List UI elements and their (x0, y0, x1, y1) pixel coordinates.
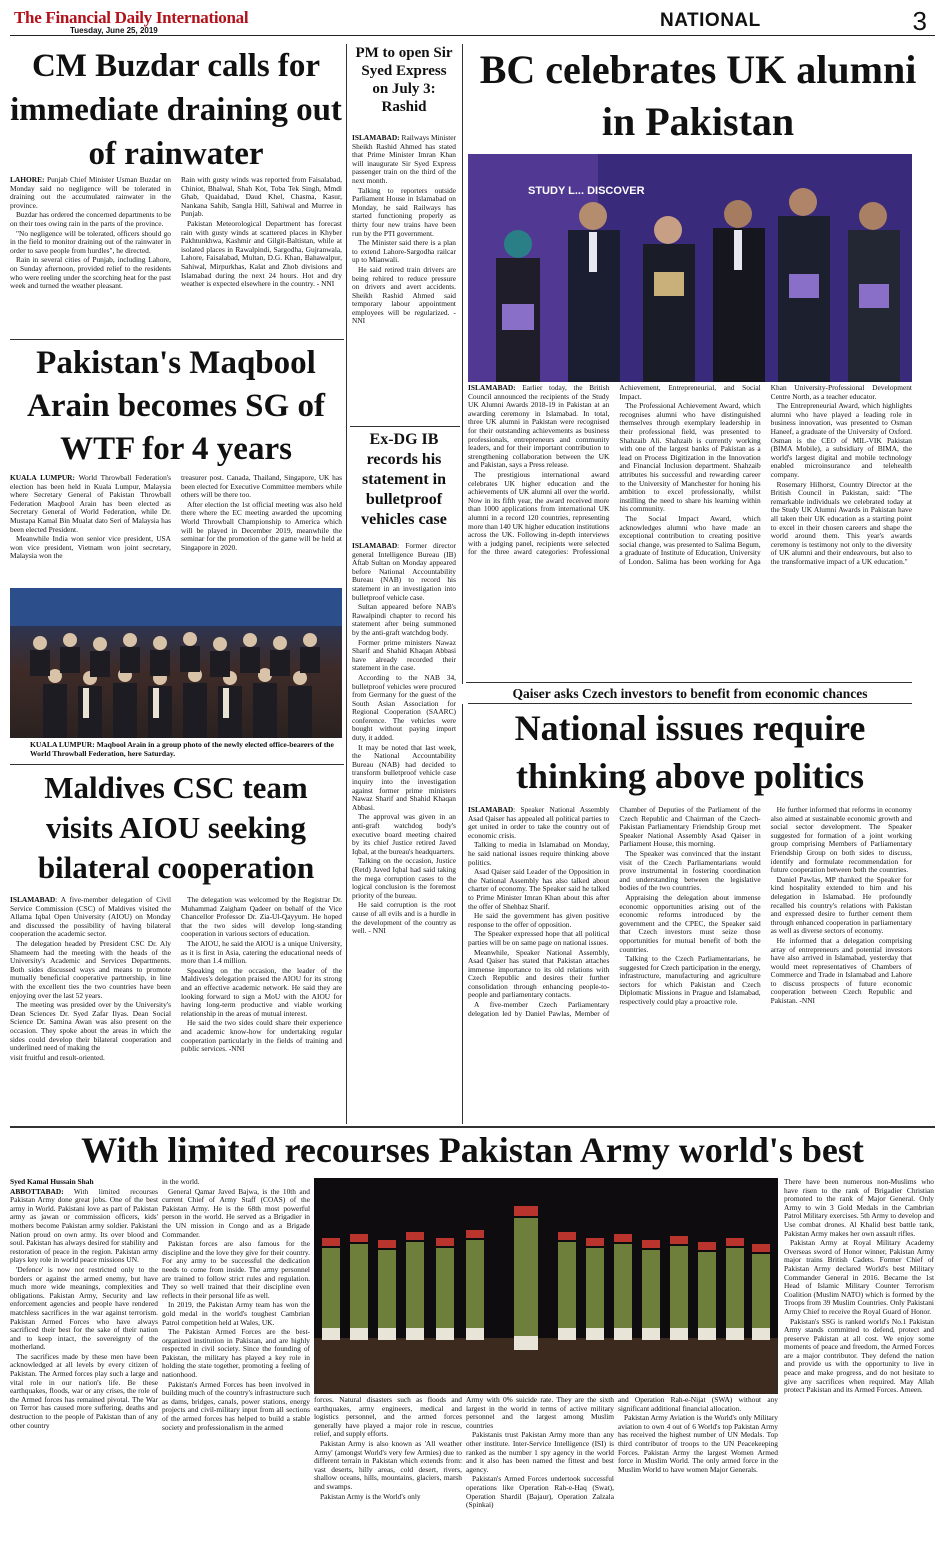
qaiser-dateline: ISLAMABAD (468, 806, 514, 814)
paragraph: Pakistan's Armed Forces undertook successful operations like Operation Rah-e-Haq (Swat), Operation Shardil (Bajaur), Operation Zalzala (Spinkai) (466, 1474, 614, 1510)
story-rule (10, 339, 344, 340)
paragraph: Talking to media in Islamabad on Monday, he said national issues require thinking above politics. (468, 840, 610, 867)
page-number: 3 (912, 6, 927, 36)
paragraph: According to the NAB 34, bulletproof vehicles were procured from Germany for the guest of the South Asian Association for Regional Cooperation (SAARC) conference. The vehicles were bought without paying import duty, it added. (352, 672, 456, 743)
paragraph: Earlier today, the British Council announced the recipients of the Study UK Alumni Awards 2018-19 in Pakistan at an awarding ceremony in Islamabad. In total, three UK alumni in Pakistan were recognised for their outstanding achievements as business professionals, entrepreneurs and community leaders, and for their important contribution to strengthening collaboration between the UK and Pakistan, says a Press release. (468, 384, 610, 470)
paragraph: 'Defence' is now not restricted only to the borders or against the armed enemy, but have much more wide meanings, complexities and obligations. Pakistan Army, Security and law enforcement agencies and people have rendered matchless sacrifices in the war against terrorism. Pakistan Armed Forces who have always sacrificed their best for the sake of their nation and to keep intact, the sovereignty of the motherland. (10, 1264, 158, 1352)
paragraph: Talking to reporters outside Parliament House in Islamabad on Monday, he said Railways has started functioning properly as thirty four new trains have been run by the PTI government. (352, 185, 456, 238)
army-body-col5 (618, 1396, 778, 1538)
paragraph: Meanwhile India won senior vice president, USA won vice president, Vietnam won joint secretary, Malaysia won the (10, 534, 171, 561)
awards-photo-illustration (468, 154, 912, 382)
paragraph: Pakistanis trust Pakistan Army more than any other institute. Inter-Service Intelligence (ISI) is ranked as the number 1 spy agency in the world and it also has been named the fittest and best agency. (466, 1430, 614, 1474)
paragraph: It may be noted that last week, the National Accountability Bureau (NAB) had decided to transform bulletproof vehicle case inquiry into the investigation against former prime ministers Nawaz Sharif and Shahid Khaqan Abbasi. (352, 742, 456, 812)
paragraph: The Social Impact Award, which acknowledges alumni who have made an exceptional contribution to creating positive social change, was presented to Salima Begum, a graduate of Institute of Education, University of London. Salima has been working for Aga Khan University-Professional Development Centre North, as a teacher educator. (619, 384, 912, 566)
column-rule (346, 44, 347, 1124)
paragraph: The Speaker expressed hope that all political parties will be on same page on national issues. (468, 929, 610, 947)
paragraph: The Pakistan Armed Forces are the best-organized institution in Pakistan, and are highly respected in civil society. Since the founding of Pakistan, the military has played a key role in holding the state together, promoting a feeling of nationhood. (162, 1327, 310, 1380)
sir-syed-dateline: ISLAMABAD: (352, 134, 400, 142)
paragraph: Asad Qaiser said Leader of the Opposition in the National Assembly has also talked about charter of economy. The Speaker said he talked to Prime Minister Imran Khan about this after the offer of Shehbaz Sharif. (468, 867, 610, 911)
army-body-col2 (162, 1178, 310, 1538)
masthead (10, 6, 935, 36)
issue-date: Tuesday, June 25, 2019 (70, 26, 158, 35)
buzdar-dateline: LAHORE: (10, 176, 45, 184)
story-rule (10, 764, 344, 765)
exdg-headline: Ex-DG IB records his statement in bulletproof vehicles case (361, 431, 447, 528)
paragraph: Daniel Pawlas, MP thanked the Speaker for kind hospitality extended to him and his delegation in Islamabad. He profoundly recalled his country's relations with Pakistan and expressed desire to further cement them through enhanced cooperation in parliamentary as well as diverse sectors of economy. (770, 874, 912, 936)
paragraph: Pakistan Meteorological Department has forecast rain with gusty winds at scattered places in Khyber Pakhtunkhwa, Kashmir and Gilgit-Baltistan, while at isolated places in Rawalpindi, Sargodha, Gujranwala, Lahore, Faisalabad, Multan, D.G. Khan, Bahawalpur, Sahiwal, Mirpurkhas, Kalat and Zhob divisions and Islamabad during the next 24 hours. Hot and dry weather is expected elsewhere in the country. - NNI (181, 218, 342, 289)
paragraph: The delegation headed by President CSC Dr. Aly Shameem had the meeting with the heads of the University's Academic and Services Departments. Both sides discussed ways and means to promote mutually beneficial cooperative partnership, in line with the excellent ties the two countries have been enjoying over the last 52 years. (10, 938, 171, 1000)
buzdar-headline: CM Buzdar calls for immediate draining out of rainwater (10, 48, 342, 172)
paragraph: Meanwhile, Speaker National Assembly, Asad Qaiser has stated that Pakistan attaches immense importance to its old relations with Czech Republic and desires their further consolidation through enhancing people-to-people and parliamentary contacts. (468, 947, 610, 1000)
paragraph: Punjab Chief Minister Usman Buzdar on Monday said no negligence will be tolerated in draining out the accumulated rainwater in the province. (10, 176, 171, 210)
paragraph: Sultan appeared before NAB's Rawalpindi chapter to record his statement after being summoned by the anti-graft watchdog body. (352, 602, 456, 637)
paragraph: Talking on the occasion, Justice (Retd) Javed Iqbal had said taking the mega corruption cases to the logical conclusion is the foremost priority of the bureau. (352, 856, 456, 900)
paragraph: The delegation was welcomed by the Registrar Dr. Muhammad Zaigham Qadeer on behalf of the Vice Chancellor Professor Dr. Zia-Ul-Qayyum. He hoped that the two sides will develop long-standing cooperation in various sectors of education. (181, 896, 342, 939)
paragraph: Rain in several cities of Punjab, including Lahore, on Sunday afternoon, provided relief to the residents who were reeling under the scorching heat for the past week and turned the weather pleasant. (10, 255, 171, 291)
paragraph: The sacrifices made by these men have been acknowledged at all levels by every citizen of Pakistan. The Armed forces play such a large and vital role in our nation's life. Be these earthquakes, floods, war or any crises, the role of the Armed forces has remained pivotal. The War on Terror has caused more suffering, deaths and destruction to the people of Pakistan than of any other country (10, 1351, 158, 1430)
maldives-body (10, 896, 342, 1124)
paragraph: He informed that a delegation comprising array of entrepreneurs and potential investors have also arrived in Islamabad, yesterday that would meet representatives of Chambers of Commerce and Trade in Islamabad and Lahore to discuss prospects of future economic cooperation between Czech Republic and Pakistan. -NNI (770, 935, 912, 1006)
person (778, 188, 830, 382)
paragraph: Pakistan Army is also known as 'All weather Army' (amongst World's very few Armies) due to different terrain in Pakistan which extends from: vast deserts, hilly areas, cold desert, rivers, shallow oceans, hills, mountains, glaciers, marsh and swamps. (314, 1438, 462, 1491)
paragraph: forces. Natural disasters such as floods and earthquakes, army engineers, medical and logistics personnel, and the armed forces generally have played a major role in rescue, relief, and supply efforts. (314, 1396, 462, 1439)
paragraph: Pakistan Army Aviation is the World's only Military aviation to own 4 out of 6 World's top Pakistan Army has received the highest number of UN Medals. Top third contributor of troops to the UN Peacekeeping Forces. Pakistan Army the largest Women Armed force in Muslim World. The only armed force in the Muslim World to have women Major Generals. (618, 1413, 778, 1474)
paragraph: Railways Minister Sheikh Rashid Ahmed has stated that Prime Minister Imran Khan will inaugurate Sir Syed Express passenger train on the third of the next month. (352, 134, 456, 185)
throwball-photo-caption: KUALA LUMPUR: Maqbool Arain in a group photo of the newly elected office-bearers of the World Throwball Federation, here Saturday. (30, 740, 334, 758)
exdg-dateline: ISLAMABAD (352, 542, 398, 550)
bc-body (468, 384, 912, 680)
group-photo-illustration (10, 588, 342, 738)
maqbool-headline: Pakistan's Maqbool Arain becomes SG of WTF for 4 years (27, 345, 325, 467)
paragraph: treasurer post. Canada, Thailand, Singapore, UK has been elected for Executive Committee members while others will be there too. (181, 474, 342, 500)
paragraph: In 2019, the Pakistan Army team has won the gold medal in the world's toughest Cambrian Patrol competition held at Wales, UK. (162, 1300, 310, 1327)
story-rule (350, 426, 460, 427)
paragraph: and Operation Rah-e-Nijat (SWA) without any significant additional financial allocation. (618, 1396, 778, 1413)
throwball-group-photo (10, 588, 342, 738)
sir-syed-headline: PM to open Sir Syed Express on July 3: Rashid (355, 45, 453, 115)
maldives-headline: Maldives CSC team visits AIOU seeking bilateral cooperation (37, 770, 315, 885)
story-rule (466, 682, 912, 683)
paragraph: The meeting was presided over by the University's Dean Sciences Dr. Syed Zafar Ilyas. Dean Social Science Dr. Samina Awan was also present on the occasion. They spoke about the areas in which the sides could develop their bilateral cooperation and underlined need of making the (10, 1000, 171, 1053)
maldives-dateline: ISLAMABAD (10, 896, 56, 904)
sir-syed-body (352, 134, 456, 424)
paragraph: : Speaker National Assembly Asad Qaiser has appealed all political parties to get united in order to take the country out of economic crisis. (468, 806, 610, 840)
paragraph: Appraising the delegation about immense economic opportunities arising out of the economic reforms introduced by the government and the CPEC, the Speaker said that Czech investors must seize those opportunities for mutual benefit of both the countries. (619, 892, 761, 954)
paragraph: He said the two sides could share their experience and academic know-how for undertaking regular cooperation particularly in the fields of training and public services. -NNI (181, 1018, 342, 1054)
qaiser-body (468, 806, 912, 1124)
paragraph: in the world. (162, 1178, 200, 1186)
paragraph: Pakistan's SSG is ranked world's No.1 Pakistan Army stands committed to defend, protect and preserve Pakistan at all cost. We enjoy some moments of peace and freedom, the Armed Forces are a major contributor. They defend the nation and provide us with the opportunity to live in peace and make progress, and do not hesitate to give any sacrifices when required. May Allah protect Pakistan and its Armed Forces. Ameen. (784, 1316, 934, 1395)
buzdar-body (10, 176, 342, 336)
paper-name: The Financial Daily International (14, 8, 249, 27)
paragraph: Pakistan forces are also famous for the discipline and the love they give for their country. For any army to be successful the dedication needs to come from inside. The army personnel are trained to follow strict rules and regulation. They so well trained that their discipline even reflects in their personal life as well. (162, 1239, 310, 1300)
paragraph: After election the 1st official meeting was also held there where the EC meeting awarded the upcoming World Throwball Championship to America which will be played in December 2019, meanwhile the seminar for the promotion of the game will be held at Singapore in 2020. (181, 499, 342, 552)
bc-dateline: ISLAMABAD: (468, 384, 516, 392)
paragraph: visit fruitful and result-oriented. (10, 1052, 105, 1062)
army-body-col4 (466, 1396, 614, 1538)
paragraph: "No negligence will be tolerated, officers should go in the field to monitor draining out of the rainwater in order to save people from hurdles", he directed. (10, 228, 171, 255)
paragraph: He further informed that reforms in economy also aimed at sustainable economic growth and social sector development. The Speaker suggested for formation of a joint working group comprising Members of Parliamentary Friendship Group on both sides to discuss, identify and formulate recommendation for future cooperation between both the countries. (770, 806, 912, 875)
paragraph: Pakistan Army at Royal Military Academy Overseas sword of Honor winner, Pakistan Army major trains British Cadets. Former Chief of Pakistan Army declared World's best Military Commander General in 2016. Became the 1st Head of Islamic Military Counter Terrorism Coalition (Muslim NATO) which is formed by the Troops from 39 Muslim Countries. Only Pakistani Army Chief to receive the Royal Guard of Honor. (784, 1238, 934, 1316)
paragraph: He said the government has given positive response to the offer of opposition. (468, 911, 610, 929)
paragraph: Talking to the Czech Parliamentarians, he suggested for Czech participation in the energy, infrastructure, manufacturing and agriculture sectors for which Pakistan and Czech Diplomatic Missions in Prague and Islamabad, respectively could play a proactive role. (619, 954, 761, 1007)
paragraph: : A five-member delegation of Civil Service Commission (CSC) of Maldives visited the Allama Iqbal Open University (AIOU) on Monday and discussed the possibility of having bilateral cooperation the academic sector. (10, 896, 171, 939)
paragraph: Speaking on the occasion, the leader of the Maldives's delegation praised the AIOU for its strong and an effective academic network. He said they are looking forward to sign a MoU with the AIOU for having long-term productive and viable working relationship in the areas of mutual interest. (181, 965, 342, 1018)
section-name: NATIONAL (660, 10, 761, 31)
paragraph: Rain with gusty winds was reported from Faisalabad, Chiniot, Bhalwal, Shah Kot, Toba Tek Singh, Mmdi Ghab, Quaidabad, Daud Khel, Chasma, Kasur, Nankana Sahib, Sangla Hill, Sahiwal and Murree in Punjab. (181, 176, 342, 219)
paragraph: A five-member Czech Parliamentary delegation led by Daniel Pawlas, Member of Chamber of Deputies of the Parliament of the Czech Republic and Chairman of the Czech-Pakistan Parliamentary Friendship Group met Speaker National Assembly Asad Qaiser in Parliament House, this morning. (468, 806, 761, 1018)
photo-backdrop-text: STUDY L... DISCOVER (528, 185, 645, 197)
army-dateline: ABBOTTABAD: (10, 1186, 64, 1196)
column-rule (462, 44, 463, 684)
paragraph: : Former director general Intelligence Bureau (IB) Aftab Sultan on Monday appeared before National Accountability Bureau (NAB) to record his statement in an investigation into bulletproof vehicle case. (352, 542, 456, 602)
paragraph: He said retired train drivers are being rehired to reduce pressure on drivers and avert accidents. Sheikh Rashid Ahmed said temporary labour appointment employees will be regularized. - NNI (352, 264, 456, 326)
paragraph: Pakistan Army is the World's only (320, 1491, 421, 1501)
paragraph: Rosemary Hilhorst, Country Director at the British Council in Pakistan, said: "The remarkable individuals we celebrated today at the Study UK Alumni Awards in Pakistan have all taken their UK education as a starting point to excel in their chosen careers and shape the world around them. This year's awards ceremony is testimony not only to the diversity of UK alumni and their endeavours, but also to the transformative impact of a UK education." (770, 479, 912, 566)
maqbool-dateline: KUALA LUMPUR: (10, 474, 75, 482)
qaiser-kicker: Qaiser asks Czech investors to benefit from economic chances (468, 686, 912, 704)
maqbool-body (10, 474, 342, 584)
bc-headline: BC celebrates UK alumni in Pakistan (479, 47, 917, 144)
parade-photo-illustration (314, 1178, 778, 1394)
army-body-col1 (10, 1178, 158, 1538)
army-headline: With limited recourses Pakistan Army world's best (81, 1130, 864, 1170)
paragraph: The Speaker was convinced that the instant visit of the Czech Parliamentarians would prove instrumental in fostering coordination and understanding between the legislative bodies of the two countries. (619, 848, 761, 893)
paragraph: General Qamar Javed Bajwa, is the 10th and current Chief of Army Staff (COAS) of the Pakistan Army. He is the 68th most powerful person in the world. He served as a Brigadier in the UN mission in Congo and as a Brigade Commander. (162, 1186, 310, 1239)
army-byline: Syed Kamal Hussain Shah (10, 1178, 94, 1186)
paragraph: Former prime ministers Nawaz Sharif and Shahid Khaqan Abbasi have already recorded their statement in the case. (352, 637, 456, 673)
paragraph: There have been numerous non-Muslims who have risen to the rank of Brigadier Christian promoted to the rank of Major General. Only Army to win 3 Gold Medals in the Cambrian Patrol Military exercises. 5th Army to develop and Use combat drones. Al Khalid best battle tank, Pakistan Army makes her own assault rifles. (784, 1178, 934, 1238)
bc-awards-photo (468, 154, 912, 382)
paragraph: With limited recourses Pakistan Army done great jobs. One of the best army in World. Pakistani love as part of Pakistan army as jawan or commission officers, kids' mothers become Pakistan army soldier. Pakistani Nation proud on own army. Its over blood and soul. Pakistan has always desired for stability and restoration of peace in the region. Pakistan army plays key role in world peace missions UN. (10, 1186, 158, 1265)
army-body-col3 (314, 1396, 462, 1538)
paragraph: Buzdar has ordered the concerned departments to be on their toes owing rain in the parts of the province. (10, 210, 171, 228)
column-rule (462, 704, 463, 1124)
army-parade-photo (314, 1178, 778, 1394)
paragraph: The approval was given in an anti-graft watchdog body's executive board meeting chaired by its chief Justice retired Javed Iqbal, at the bureau's headquarters. (352, 812, 456, 856)
paragraph: The Minister said there is a plan to extend Lahore-Sargodha railcar up to Mianwali. (352, 238, 456, 265)
paragraph: Pakistan's Armed Forces has been involved in building much of the country's infrastructure such as dams, bridges, canals, power stations, energy projects and civil-military input from all sections of the armed forces has helped to build a stable society and professionalism in the armed (162, 1379, 310, 1432)
paragraph: The AIOU, he said the AIOU is a unique University, as it is first in Asia, catering the educational needs of more than 1.4 million. (181, 938, 342, 966)
qaiser-headline: National issues require thinking above politics (514, 708, 866, 796)
exdg-body (352, 542, 456, 1124)
army-body-col6 (784, 1178, 934, 1538)
paragraph: The Professional Achievement Award, which recognises alumni who have distinguished themselves through exemplary leadership in their professional field, was presented to Shahzaib Ali. Shahzaib is currently working with one of the largest banks of Pakistan as a lead on Process Digitization in the Innovation and Financial Inclusion department. Shahzaib attributes his successful and rewarding career to the University of Manchester for honing his ambition to excel professionally, whilst instilling the need to share his learning within his community. (619, 401, 761, 514)
paragraph: Army with 0% suicide rate. They are the sixth largest in the world in terms of active military personnel and the largest among Muslim countries (466, 1396, 614, 1430)
paragraph: The Entrepreneurial Award, which highlights alumni who have played a leading role in business innovation, was presented to Osman Haneef, a graduate of the University of Oxford. Osman is the CEO of MIL-VIK Pakistan (BIMA Mobile), a subsidiary of BIMA, the world's largest digital and mobile technology enabled microinsurance and telehealth company. (770, 401, 912, 479)
paragraph: The prestigious international award celebrates UK higher education and the achievements of UK alumni all over the world. Now in its fifth year, the award received more than 1000 applications from international UK alumni in a record 120 countries, representing more than 140 UK higher education institutions across the UK. Following in-depth interviews with a judging panel, recipients were selected for the three award categories: Professional Achievement, Entrepreneurial, and Social Impact. (468, 384, 761, 557)
paragraph: He said corruption is the root cause of all evils and is a hurdle in the development of the country as well. - NNI (352, 900, 456, 936)
paragraph: World Throwball Federation's election has been held in Kuala Lumpur, Malaysia where Secretary General of Pakistan Throwball Federation Maqbool Arain has been elected as Secretary General of World Federation, while Dr. Mustapa Kamal Bin Mualat dato Seri of Malaysia has been elected President. (10, 474, 172, 534)
